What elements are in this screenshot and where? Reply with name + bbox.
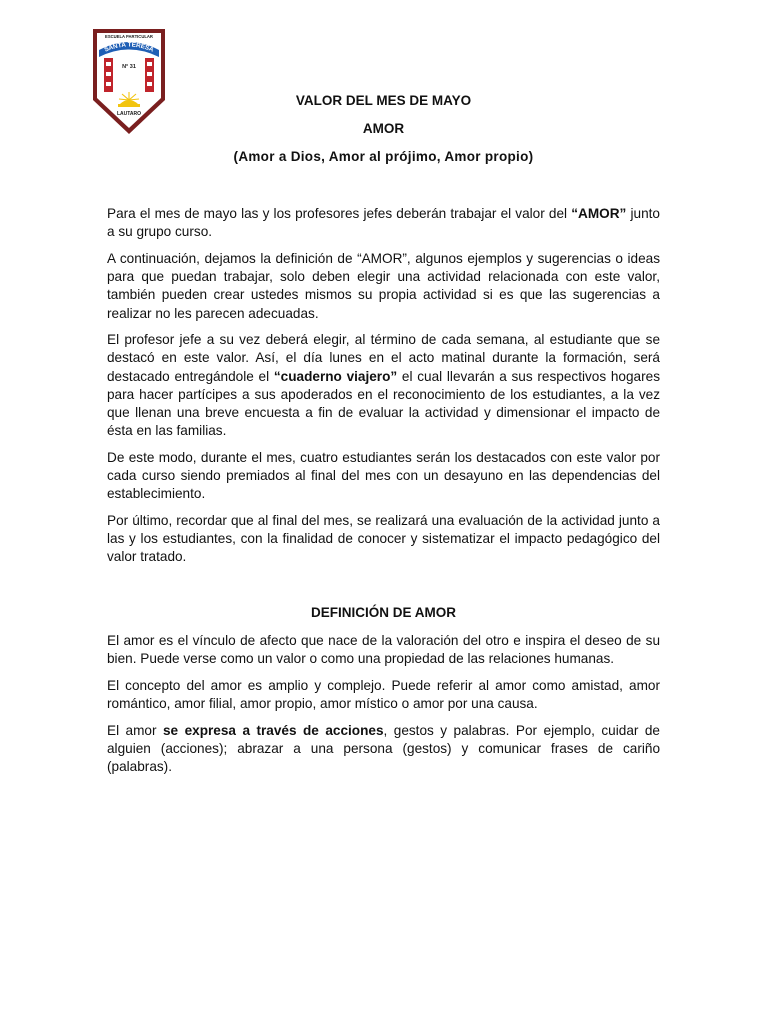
svg-text:LAUTARO: LAUTARO <box>116 111 142 117</box>
definition-section <box>107 632 660 785</box>
intro-paragraph-2: A continuación, dejamos la definición de “AMOR”, algunos ejemplos y sugerencias o ideas para que puedan trabajar, solo deben elegir una actividad relacionada con este valor, también pueden crear ustedes mismos su propia actividad si es que las sugerencias a realizar no les parecen adecuadas. <box>107 250 660 321</box>
cuaderno-viajero-emphasis: “cuaderno viajero” <box>273 368 398 384</box>
amor-emphasis: “AMOR” <box>571 206 627 221</box>
page-subtitle: AMOR <box>362 121 405 136</box>
definition-paragraph-2: El concepto del amor es amplio y complejo. Puede referir al amor como amistad, amor romántico, amor filial, amor propio, amor místico o amor por una causa. <box>107 677 660 712</box>
intro-paragraph-4: De este modo, durante el mes, cuatro estudiantes serán los destacados con este valor por cada curso siendo premiados al final del mes con un desayuno en las dependencias del establecimiento. <box>107 449 660 502</box>
page-tagline: (Amor a Dios, Amor al prójimo, Amor propio) <box>233 149 534 164</box>
definition-paragraph-1: El amor es el vínculo de afecto que nace de la valoración del otro e inspira el deseo de su bien. Puede verse como un valor o como una propiedad de las relaciones humanas. <box>107 633 660 667</box>
definition-heading: DEFINICIÓN DE AMOR <box>311 605 456 620</box>
intro-paragraph-5: Por último, recordar que al final del mes, se realizará una evaluación de la actividad junto a las y los estudiantes, con la finalidad de conocer y sistematizar el impacto pedagógico del valor tratado. <box>107 513 660 565</box>
svg-text:SANTA TERESA: SANTA TERESA <box>103 41 155 54</box>
intro-paragraph-3: El profesor jefe a su vez deberá elegir, al término de cada semana, al estudiante que se destacó en este valor. Así, el día lunes en el acto matinal durante la formación, será destacado entregándole el “cuaderno viajero” el cual llevarán a sus respectivos hogares para hacer partícipes a sus apoderados en el reconocimiento de los estudiantes, a la vez que llenan una breve encuesta a fin de evaluar la actividad y dimensionar el impacto de ésta en las familias. <box>107 332 660 439</box>
acciones-emphasis: se expresa a través de acciones <box>163 722 384 738</box>
intro-section <box>107 205 660 575</box>
intro-paragraph-1: Para el mes de mayo las y los profesores jefes deberán trabajar el valor del “AMOR” junto a su grupo curso. <box>107 206 660 240</box>
definition-paragraph-3: El amor se expresa a través de acciones, gestos y palabras. Por ejemplo, cuidar de alguien (acciones); abrazar a una persona (gestos) y comunicar frases de cariño (palabras). <box>107 722 660 775</box>
svg-text:N° 31: N° 31 <box>122 64 136 70</box>
page-title: VALOR DEL MES DE MAYO <box>295 93 472 108</box>
svg-text:ESCUELA PARTICULAR: ESCUELA PARTICULAR <box>105 34 153 39</box>
